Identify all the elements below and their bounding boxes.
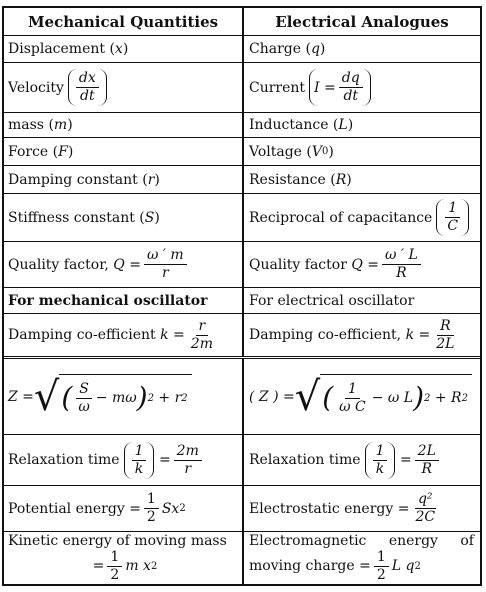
- elec-relaxation-time: Relaxation time $\frac{1}{k}$ = $\frac{2L}{R}$: [244, 435, 480, 485]
- row-oscillator: [4, 288, 480, 314]
- row-kinetic-energy: [4, 532, 480, 584]
- elec-reciprocal-capacitance: Reciprocal of capacitance $\frac{1}{C}$: [244, 194, 480, 241]
- mech-mass: mass ( m ): [4, 113, 244, 137]
- capacitance-paren: $\frac{1}{C}$: [436, 199, 469, 236]
- row-stiffness: [4, 194, 480, 242]
- mech-kinetic-energy: [4, 532, 244, 584]
- kinetic-line2: = $\frac{1}{2}$ m x 2: [92, 548, 158, 583]
- row-force: [4, 138, 480, 166]
- current-paren: I = $\frac{dq}{dt}$: [309, 69, 371, 106]
- elec-electrostatic-energy: Electrostatic energy = $\frac{\text{q²}}{2C}$: [249, 491, 436, 525]
- mech-damping-constant: Damping constant ( r ): [4, 166, 244, 193]
- row-relaxation: [4, 435, 480, 486]
- em-line1: Electromagnetic energy of: [249, 532, 474, 549]
- mech-relaxation-time: Relaxation time $\frac{1}{k}$ = $\frac{2m}{r}$: [4, 435, 244, 485]
- mech-oscillator-heading: For mechanical oscillator: [4, 288, 244, 313]
- header-electrical: Electrical Analogues: [275, 12, 449, 31]
- header-mechanical: Mechanical Quantities: [4, 8, 244, 35]
- elec-inductance: Inductance ( L ): [249, 117, 354, 133]
- header-row: [4, 8, 480, 36]
- row-displacement: [4, 36, 480, 63]
- elec-charge: Charge ( q ): [249, 41, 326, 57]
- elec-oscillator-heading: For electrical oscillator: [249, 292, 415, 309]
- kinetic-line1: Kinetic energy of moving mass: [8, 532, 227, 549]
- elec-impedance: ( Z ) = √ ( $\frac{1}{\text{ω C}}$ − ω L ) 2 + R 2: [244, 359, 480, 434]
- mech-impedance: Z = √ ( $\frac{S}{\omega}$ − mω ) 2 + r 2: [4, 359, 244, 434]
- relax-paren-mech: $\frac{1}{k}$: [124, 442, 155, 479]
- row-damping: [4, 166, 480, 194]
- row-velocity: [4, 63, 480, 113]
- mech-sqrt: √ ( $\frac{S}{\omega}$ − mω ) 2 + r 2: [34, 374, 192, 420]
- relax-paren-elec: $\frac{1}{k}$: [365, 442, 396, 479]
- velocity-paren: $\frac{dx}{dt}$: [68, 69, 107, 106]
- elec-quality-factor: Quality factor Q = $\frac{\omega ' L}{R}$: [244, 242, 480, 287]
- analogy-table: [2, 6, 482, 586]
- elec-damping-coefficient: Damping co-efficient, k = $\frac{R}{2L}$: [249, 317, 455, 352]
- row-mass: [4, 113, 480, 138]
- row-quality: [4, 242, 480, 288]
- elec-electromagnetic-energy: [244, 532, 480, 584]
- mech-velocity: Velocity $\frac{dx}{dt}$: [4, 63, 244, 112]
- row-damping-coefficient: [4, 314, 480, 359]
- mech-stiffness: Stiffness constant ( S ): [4, 194, 244, 241]
- elec-resistance: Resistance ( R ): [249, 171, 352, 188]
- elec-current: Current I = $\frac{dq}{dt}$: [244, 63, 480, 112]
- row-potential-energy: [4, 486, 480, 532]
- mech-damping-coefficient: Damping co-efficient k = $\frac{r}{2m}$: [4, 314, 244, 356]
- row-impedance: [4, 359, 480, 435]
- em-line2: moving charge = $\frac{1}{2}$ L q 2: [249, 548, 421, 583]
- mech-force: Force ( F ): [4, 138, 244, 165]
- mech-quality-factor: Quality factor, Q = $\frac{\omega ' m}{r}$: [4, 242, 244, 287]
- elec-sqrt: √ ( $\frac{1}{\text{ω C}}$ − ω L ) 2 + R 2: [295, 374, 472, 420]
- mech-displacement: Displacement ( x ): [4, 36, 244, 62]
- elec-voltage: Voltage ( V 0 ): [249, 143, 334, 160]
- mech-potential-energy: Potential energy = $\frac{1}{2}$ Sx 2: [4, 486, 244, 531]
